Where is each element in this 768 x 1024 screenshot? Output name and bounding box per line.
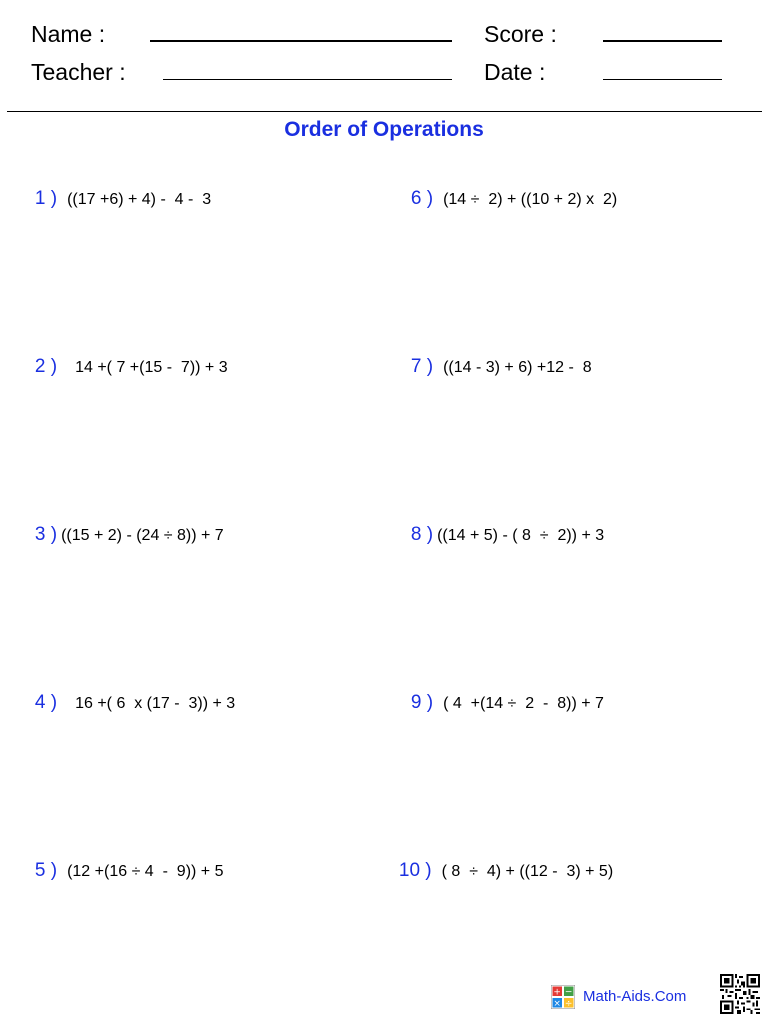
problem-number: 9 ) — [410, 692, 434, 713]
calculator-icon — [551, 985, 575, 1009]
teacher-label: Teacher : — [31, 59, 126, 85]
problem-9 — [402, 670, 604, 715]
header-divider — [7, 111, 762, 112]
problem-expression: ( 4 +(14 ÷ 2 - 8)) + 7 — [443, 695, 604, 712]
problem-number: 10 ) — [398, 860, 432, 881]
problem-expression: ((17 +6) + 4) - 4 - 3 — [67, 191, 212, 208]
problem-number: 1 ) — [34, 188, 58, 209]
problem-expression: (14 ÷ 2) + ((10 + 2) x 2) — [443, 191, 618, 208]
problem-3 — [26, 502, 224, 547]
qr-code-icon — [720, 974, 760, 1014]
problem-number: 2 ) — [34, 356, 58, 377]
problem-expression: ((14 + 5) - ( 8 ÷ 2)) + 3 — [437, 527, 605, 544]
problem-6 — [402, 166, 617, 211]
problem-expression: 16 +( 6 x (17 - 3)) + 3 — [75, 695, 236, 712]
problem-10 — [390, 838, 613, 883]
worksheet-title: Order of Operations — [284, 118, 484, 141]
score-field-line[interactable] — [603, 40, 722, 42]
problem-number: 6 ) — [410, 188, 434, 209]
problem-5 — [26, 838, 223, 883]
svg-text:−: − — [564, 987, 573, 998]
svg-text:×: × — [553, 999, 561, 1009]
problem-number: 5 ) — [34, 860, 58, 881]
teacher-field-line[interactable] — [163, 79, 452, 80]
problem-1 — [26, 166, 211, 211]
problem-7 — [402, 334, 592, 379]
problem-expression: ((15 + 2) - (24 ÷ 8)) + 7 — [61, 527, 224, 544]
site-link[interactable]: Math-Aids.Com — [583, 988, 687, 1005]
problem-expression: (12 +(16 ÷ 4 - 9)) + 5 — [67, 863, 224, 880]
problem-expression: ((14 - 3) + 6) +12 - 8 — [443, 359, 592, 376]
score-label: Score : — [484, 21, 557, 47]
problem-number: 4 ) — [34, 692, 58, 713]
problem-number: 7 ) — [410, 356, 434, 377]
problem-number: 8 ) — [410, 524, 434, 545]
problem-expression: ( 8 ÷ 4) + ((12 - 3) + 5) — [441, 863, 614, 880]
svg-text:÷: ÷ — [564, 999, 573, 1009]
problem-number: 3 ) — [34, 524, 58, 545]
date-field-line[interactable] — [603, 79, 722, 80]
problem-expression: 14 +( 7 +(15 - 7)) + 3 — [75, 359, 228, 376]
problem-8 — [402, 502, 604, 547]
name-field-line[interactable] — [150, 40, 452, 42]
problem-2 — [26, 334, 228, 379]
svg-text:+: + — [553, 987, 561, 998]
name-label: Name : — [31, 21, 106, 47]
problem-4 — [26, 670, 235, 715]
date-label: Date : — [484, 59, 546, 85]
